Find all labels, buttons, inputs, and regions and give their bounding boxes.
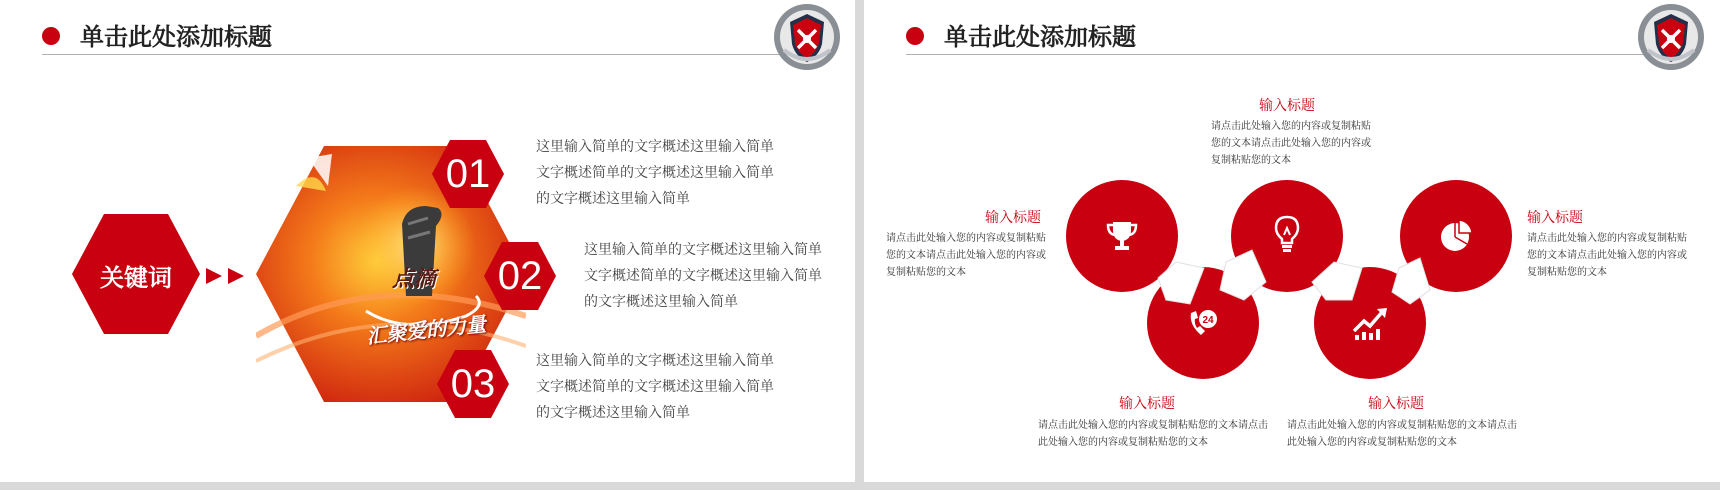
item-03-line: 的文字概述这里输入简单 (536, 405, 690, 421)
item-03-line: 这里输入简单的文字概述这里输入简单 (536, 353, 774, 369)
caption-left-body[interactable] (886, 230, 1046, 281)
caption-bottom-right-body[interactable] (1287, 417, 1517, 451)
caption-bottom-left-body[interactable] (1038, 417, 1268, 451)
item-02-line: 的文字概述这里输入简单 (584, 294, 738, 310)
keyword-label: 关键词 (100, 264, 172, 292)
caption-line: 此处输入您的内容或复制粘贴您的文本 (1038, 437, 1208, 448)
caption-line: 此处输入您的内容或复制粘贴您的文本 (1287, 437, 1457, 448)
slide-1 (0, 0, 855, 482)
phone-24h-icon (1185, 305, 1221, 341)
caption-line: 请点击此处输入您的内容或复制粘贴您的文本请点击 (1038, 420, 1268, 431)
item-02-line: 文字概述简单的文字概述这里输入简单 (584, 268, 822, 284)
lightbulb-icon (1271, 214, 1303, 254)
trophy-icon (1104, 218, 1140, 254)
caption-bottom-right-title[interactable]: 输入标题 (1368, 396, 1424, 412)
item-02-line: 这里输入简单的文字概述这里输入简单 (584, 242, 822, 258)
item-03-description[interactable] (536, 348, 774, 426)
growth-chart-icon (1350, 305, 1390, 341)
caption-line: 请点击此处输入您的内容或复制粘贴 (1211, 121, 1371, 132)
caption-line: 请点击此处输入您的内容或复制粘贴 (886, 233, 1046, 244)
caption-line: 复制粘贴您的文本 (1211, 155, 1291, 166)
caption-right-body[interactable] (1527, 230, 1687, 281)
caption-line: 复制粘贴您的文本 (886, 267, 966, 278)
caption-bottom-left-title[interactable]: 输入标题 (1119, 396, 1175, 412)
caption-line: 请点击此处输入您的内容或复制粘贴 (1527, 233, 1687, 244)
item-03-line: 文字概述简单的文字概述这里输入简单 (536, 379, 774, 395)
image-caption-top: 点滴 (392, 267, 437, 292)
item-01-line: 的文字概述这里输入简单 (536, 191, 690, 207)
badge-03-number: 03 (450, 362, 496, 406)
slide-title[interactable]: 单击此处添加标题 (80, 23, 272, 51)
item-01-line: 这里输入简单的文字概述这里输入简单 (536, 139, 774, 155)
caption-line: 您的文本请点击此处输入您的内容或 (1527, 250, 1687, 261)
caption-line: 复制粘贴您的文本 (1527, 267, 1607, 278)
pie-chart-icon (1438, 218, 1474, 254)
caption-line: 您的文本请点击此处输入您的内容或 (886, 250, 1046, 261)
fire-emblem-icon (772, 2, 842, 72)
item-01-line: 文字概述简单的文字概述这里输入简单 (536, 165, 774, 181)
caption-top-body[interactable] (1211, 118, 1371, 169)
title-divider (42, 54, 782, 55)
caption-line: 您的文本请点击此处输入您的内容或 (1211, 138, 1371, 149)
image-caption-bottom: 汇聚爱的力量 (365, 311, 488, 349)
title-bullet (42, 27, 60, 45)
badge-01-number: 01 (445, 152, 491, 196)
item-01-description[interactable] (536, 134, 774, 212)
caption-line: 请点击此处输入您的内容或复制粘贴您的文本请点击 (1287, 420, 1517, 431)
arrow-right-icon (206, 266, 250, 286)
badge-02-number: 02 (497, 254, 543, 298)
svg-text:24: 24 (1202, 315, 1214, 326)
caption-right-title[interactable]: 输入标题 (1527, 210, 1583, 226)
caption-left-title[interactable]: 输入标题 (985, 210, 1041, 226)
caption-top-title[interactable]: 输入标题 (1259, 98, 1315, 114)
slide-title[interactable]: 单击此处添加标题 (944, 23, 1136, 51)
item-02-description[interactable] (584, 237, 822, 315)
slide-2 (864, 0, 1720, 482)
